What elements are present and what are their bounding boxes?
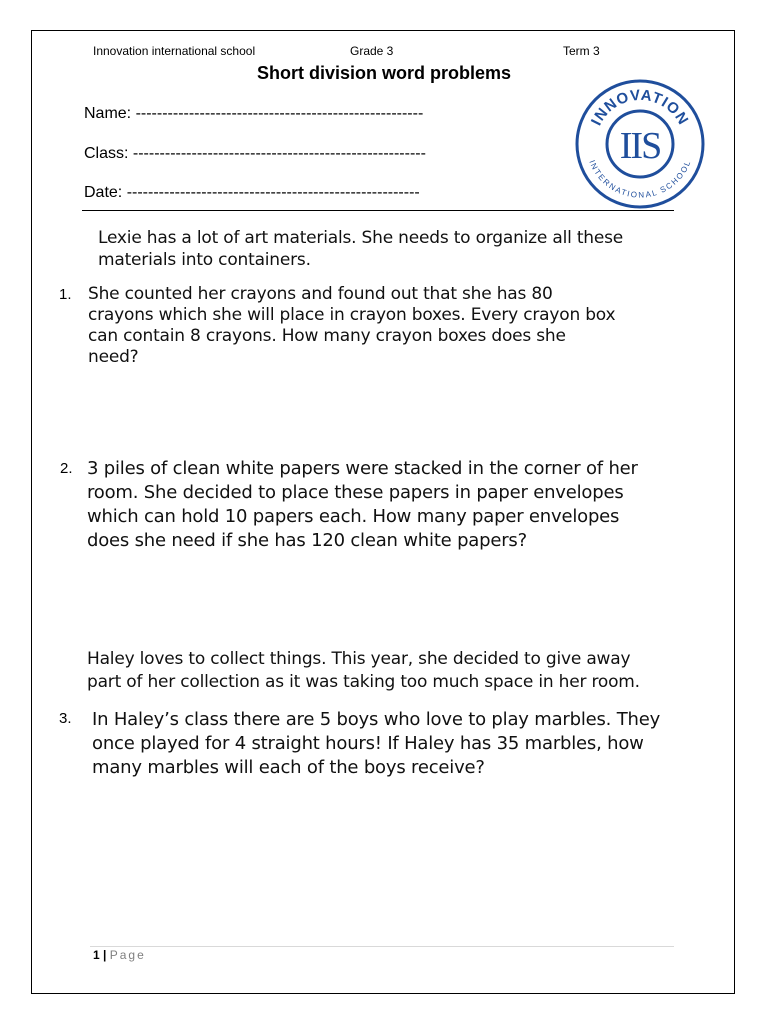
text-line: She counted her crayons and found out that she has 80 bbox=[88, 284, 553, 304]
school-name: Innovation international school bbox=[93, 44, 256, 58]
school-logo bbox=[574, 78, 706, 210]
text-line: materials into containers. bbox=[98, 250, 311, 270]
question-1-text bbox=[88, 284, 615, 368]
date-field: Date: ------------------------------------------------------- bbox=[84, 184, 420, 201]
question-1-number: 1. bbox=[59, 286, 72, 303]
page-separator: | bbox=[103, 948, 107, 962]
class-field: Class: ------------------------------------------------------- bbox=[84, 145, 426, 162]
page-number: 1 bbox=[93, 948, 100, 962]
text-line: Lexie has a lot of art materials. She needs to organize all these bbox=[98, 228, 624, 248]
text-line: crayons which she will place in crayon boxes. Every crayon box bbox=[88, 305, 616, 325]
logo-top-text: INNOVATION bbox=[587, 86, 692, 129]
text-line: 3 piles of clean white papers were stacked in the corner of her bbox=[87, 458, 638, 479]
logo-monogram: IIS bbox=[619, 125, 661, 167]
text-line: part of her collection as it was taking too much space in her room. bbox=[87, 672, 640, 692]
text-line: once played for 4 straight hours! If Haley has 35 marbles, how bbox=[92, 733, 644, 754]
question-3-number: 3. bbox=[59, 710, 72, 727]
name-field: Name: ------------------------------------------------------ bbox=[84, 105, 424, 122]
text-line: many marbles will each of the boys receive? bbox=[92, 757, 485, 778]
question-3-text bbox=[92, 708, 660, 780]
question-2-number: 2. bbox=[60, 460, 73, 477]
page-word: Page bbox=[109, 948, 146, 962]
text-line: In Haley’s class there are 5 boys who love to play marbles. They bbox=[92, 709, 661, 730]
intro-haley bbox=[87, 648, 640, 694]
text-line: does she need if she has 120 clean white papers? bbox=[87, 530, 527, 551]
header-rule bbox=[82, 210, 674, 211]
logo-bottom-text: INTERNATIONAL SCHOOL bbox=[587, 158, 693, 200]
worksheet-title: Short division word problems bbox=[256, 63, 512, 83]
text-line: need? bbox=[88, 347, 139, 367]
intro-lexie bbox=[98, 227, 623, 271]
question-2-text bbox=[87, 457, 638, 553]
grade-label: Grade 3 bbox=[350, 44, 394, 58]
text-line: can contain 8 crayons. How many crayon boxes does she bbox=[88, 326, 566, 346]
term-label: Term 3 bbox=[563, 44, 600, 58]
text-line: Haley loves to collect things. This year, she decided to give away bbox=[87, 649, 631, 669]
text-line: which can hold 10 papers each. How many paper envelopes bbox=[87, 506, 620, 527]
footer-rule bbox=[90, 946, 674, 947]
text-line: room. She decided to place these papers in paper envelopes bbox=[87, 482, 624, 503]
page-footer bbox=[93, 948, 146, 962]
